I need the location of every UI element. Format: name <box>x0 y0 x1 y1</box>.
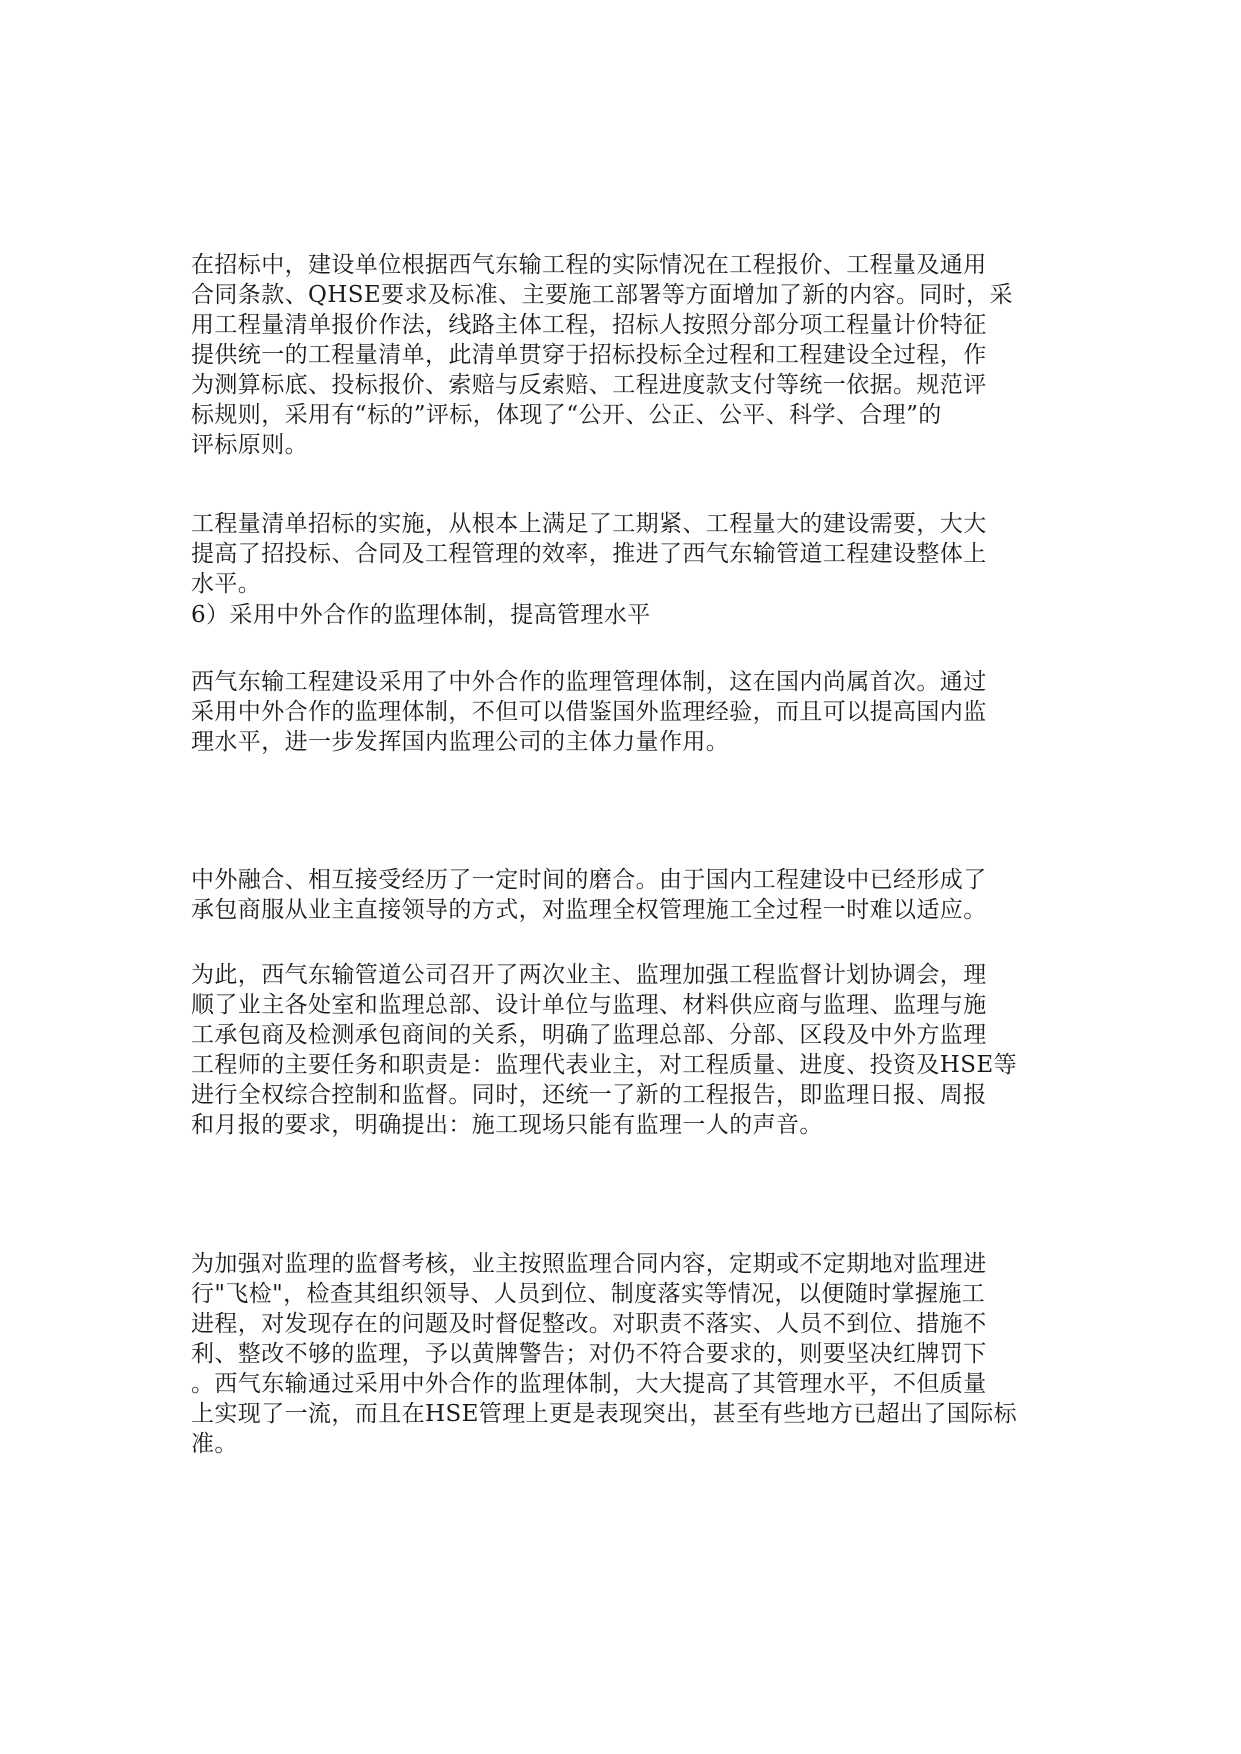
paragraph-5-line-4: 工程师的主要任务和职责是：监理代表业主，对工程质量、进度、投资及HSE等 <box>191 1052 1018 1078</box>
paragraph-6-line-2: 行"飞检"，检查其组织领导、人员到位、制度落实等情况，以便随时掌握施工 <box>191 1281 986 1307</box>
paragraph-1-line-7: 评标原则。 <box>191 432 308 458</box>
section-heading: 6）采用中外合作的监理体制，提高管理水平 <box>191 602 651 628</box>
paragraph-2-line-3: 水平。 <box>191 571 262 597</box>
paragraph-5-line-5: 进行全权综合控制和监督。同时，还统一了新的工程报告，即监理日报、周报 <box>191 1082 987 1108</box>
paragraph-5-line-6: 和月报的要求，明确提出：施工现场只能有监理一人的声音。 <box>191 1112 823 1138</box>
paragraph-1-line-3: 用工程量清单报价作法，线路主体工程，招标人按照分部分项工程量计价特征 <box>191 312 987 338</box>
paragraph-2-line-1: 工程量清单招标的实施，从根本上满足了工期紧、工程量大的建设需要，大大 <box>191 511 987 537</box>
paragraph-6-line-6: 上实现了一流，而且在HSE管理上更是表现突出，甚至有些地方已超出了国际标 <box>191 1401 1018 1427</box>
paragraph-3-line-1: 西气东输工程建设采用了中外合作的监理管理体制，这在国内尚属首次。通过 <box>191 669 987 695</box>
paragraph-1-line-2: 合同条款、QHSE要求及标准、主要施工部署等方面增加了新的内容。同时，采 <box>191 282 1013 308</box>
paragraph-6-line-1: 为加强对监理的监督考核，业主按照监理合同内容，定期或不定期地对监理进 <box>191 1251 987 1277</box>
paragraph-6-line-7: 准。 <box>191 1431 238 1457</box>
paragraph-3-line-2: 采用中外合作的监理体制，不但可以借鉴国外监理经验，而且可以提高国内监 <box>191 699 987 725</box>
paragraph-2-line-2: 提高了招投标、合同及工程管理的效率，推进了西气东输管道工程建设整体上 <box>191 541 987 567</box>
paragraph-6-line-5: 。西气东输通过采用中外合作的监理体制，大大提高了其管理水平，不但质量 <box>191 1371 987 1397</box>
paragraph-6-line-3: 进程，对发现存在的问题及时督促整改。对职责不落实、人员不到位、措施不 <box>191 1311 987 1337</box>
paragraph-5-line-1: 为此，西气东输管道公司召开了两次业主、监理加强工程监督计划协调会，理 <box>191 962 987 988</box>
paragraph-3-line-3: 理水平，进一步发挥国内监理公司的主体力量作用。 <box>191 729 730 755</box>
paragraph-6-line-4: 利、整改不够的监理，予以黄牌警告；对仍不符合要求的，则要坚决红牌罚下 <box>191 1341 987 1367</box>
paragraph-1-line-6: 标规则，采用有“标的”评标，体现了“公开、公正、公平、科学、合理”的 <box>191 402 942 428</box>
paragraph-1-line-4: 提供统一的工程量清单，此清单贯穿于招标投标全过程和工程建设全过程，作 <box>191 342 987 368</box>
paragraph-4-line-1: 中外融合、相互接受经历了一定时间的磨合。由于国内工程建设中已经形成了 <box>191 867 987 893</box>
paragraph-5-line-2: 顺了业主各处室和监理总部、设计单位与监理、材料供应商与监理、监理与施 <box>191 992 987 1018</box>
paragraph-5-line-3: 工承包商及检测承包商间的关系，明确了监理总部、分部、区段及中外方监理 <box>191 1022 987 1048</box>
paragraph-1-line-5: 为测算标底、投标报价、索赔与反索赔、工程进度款支付等统一依据。规范评 <box>191 372 987 398</box>
paragraph-4-line-2: 承包商服从业主直接领导的方式，对监理全权管理施工全过程一时难以适应。 <box>191 897 987 923</box>
paragraph-1-line-1: 在招标中，建设单位根据西气东输工程的实际情况在工程报价、工程量及通用 <box>191 252 987 278</box>
